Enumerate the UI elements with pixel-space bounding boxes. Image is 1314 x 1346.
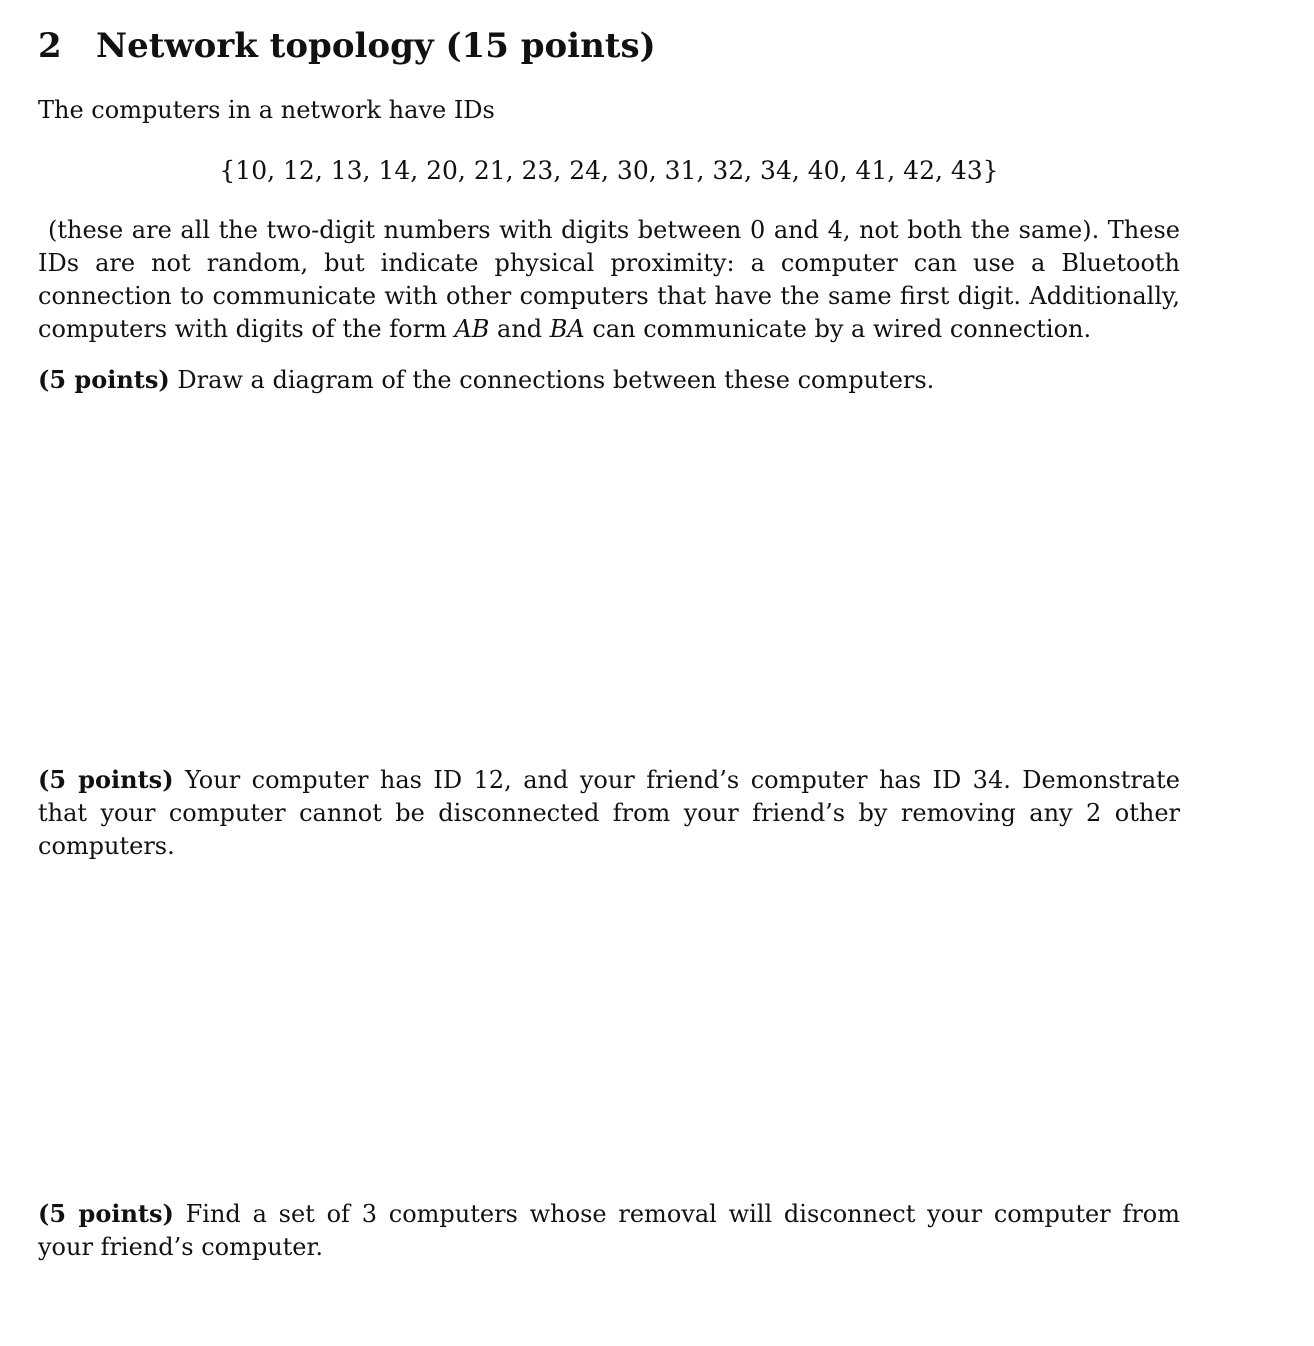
question-3 [38,1197,1180,1264]
question-1-points: (5 points) [38,365,170,394]
description-connector: and [489,315,550,343]
intro-text: The computers in a network have IDs [38,96,495,124]
description-text: (these are all the two-digit numbers with digits between 0 and 4, not both the same). These IDs are not random, but indicate physical proximity: a computer can use a Bluetooth connection to communicate with other computers that have the same first digit. Additionally, computers with digits of the form [38,216,1180,343]
section-heading [38,24,656,68]
question-2-text: Your computer has ID 12, and your friend’s computer has ID 34. Demonstrate that your computer cannot be disconnected from your friend’s by removing any 2 other computers. [38,766,1181,860]
question-2 [38,763,1180,863]
math-var-ba: BA [549,315,585,343]
section-number: 2 [38,26,62,66]
math-var-ab: AB [454,315,490,343]
description-end: can communicate by a wired connection. [584,315,1092,343]
id-set: {10, 12, 13, 14, 20, 21, 23, 24, 30, 31, 32, 34, 40, 41, 42, 43} [219,156,999,185]
description-paragraph [38,214,1180,346]
question-3-text: Find a set of 3 computers whose removal will disconnect your computer from your friend’s computer. [38,1200,1180,1261]
section-title: Network topology (15 points) [96,26,656,66]
question-1 [38,363,1180,397]
question-2-points: (5 points) [38,765,174,794]
question-1-text: Draw a diagram of the connections between these computers. [169,366,935,394]
question-3-points: (5 points) [38,1199,174,1228]
